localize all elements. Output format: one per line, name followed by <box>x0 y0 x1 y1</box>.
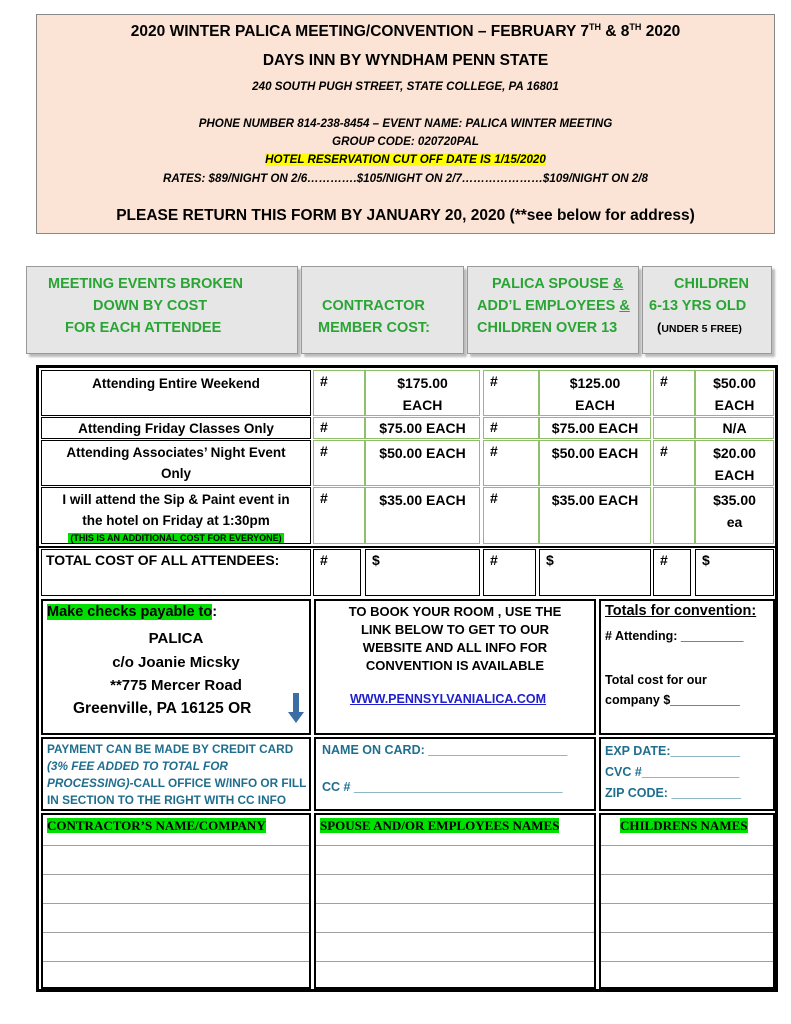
payment-line: -CALL OFFICE W/INFO OR FILL <box>129 776 307 790</box>
event-title: 2020 WINTER PALICA MEETING/CONVENTION – FEBRUARY 7TH & 8TH 2020 <box>130 21 681 40</box>
attending-field[interactable]: # Attending: _________ <box>605 629 744 643</box>
payment-line: PAYMENT CAN BE MADE BY CREDIT CARD <box>47 742 294 756</box>
event-header-box <box>36 14 775 234</box>
payment-line: PROCESSING) <box>47 776 130 790</box>
name-entry-line[interactable] <box>43 845 309 846</box>
payment-line: (3% FEE ADDED TO TOTAL FOR <box>47 759 228 773</box>
zip-code-field[interactable]: ZIP CODE: __________ <box>605 786 741 800</box>
children-price: $20.00 EACH <box>695 440 774 486</box>
name-entry-line[interactable] <box>316 903 594 904</box>
payee-line: PALICA <box>148 630 204 647</box>
children-header-line: 6-13 YRS OLD <box>649 298 747 314</box>
booking-info-box <box>314 599 596 735</box>
contractor-price: $175.00 EACH <box>365 370 480 416</box>
spouse-names-column <box>314 813 596 989</box>
children-price: $35.00 ea <box>695 487 774 544</box>
children-total-count[interactable]: # <box>653 549 691 596</box>
children-header <box>642 266 772 354</box>
payee-line: **775 Mercer Road <box>110 677 242 694</box>
contractor-header-line: MEMBER COST: <box>318 320 430 336</box>
contractor-total-amount[interactable]: $ <box>365 549 480 596</box>
spouse-names-heading: SPOUSE AND/OR EMPLOYEES NAMES <box>320 818 560 833</box>
card-details-box <box>314 737 596 811</box>
contractor-price: $75.00 EACH <box>365 417 480 439</box>
spouse-price: $75.00 EACH <box>539 417 651 439</box>
booking-line: CONVENTION IS AVAILABLE <box>365 658 545 673</box>
spouse-header-line: PALICA SPOUSE & <box>492 276 624 292</box>
children-price: N/A <box>695 417 774 439</box>
cvc-field[interactable]: CVC #______________ <box>605 765 740 779</box>
children-header-note: (UNDER 5 FREE) <box>657 320 742 335</box>
children-names-heading: CHILDRENS NAMES <box>620 818 748 833</box>
spouse-price: $125.00 EACH <box>539 370 651 416</box>
card-extra-box <box>599 737 775 811</box>
cutoff-highlight: HOTEL RESERVATION CUT OFF DATE IS 1/15/2020 <box>265 153 546 166</box>
checks-payable-heading: Make checks payable to <box>47 604 213 620</box>
spouse-count-field[interactable]: # <box>483 417 539 439</box>
children-total-amount[interactable]: $ <box>695 549 774 596</box>
name-entry-line[interactable] <box>601 932 773 933</box>
phone-line: PHONE NUMBER 814-238-8454 – EVENT NAME: PALICA WINTER MEETING <box>198 117 613 130</box>
events-header <box>26 266 298 354</box>
spouse-header <box>467 266 639 354</box>
spouse-header-line: CHILDREN OVER 13 <box>477 320 618 336</box>
total-cost-caption: Total cost for our <box>605 673 707 687</box>
contractor-header-line: CONTRACTOR <box>322 298 425 314</box>
hotel-address: 240 SOUTH PUGH STREET, STATE COLLEGE, PA 16801 <box>252 80 559 93</box>
name-entry-line[interactable] <box>43 961 309 962</box>
children-names-column <box>599 813 775 989</box>
contractor-price: $35.00 EACH <box>365 487 480 544</box>
name-entry-line[interactable] <box>43 903 309 904</box>
additional-cost-note: (THIS IS AN ADDITIONAL COST FOR EVERYONE) <box>70 533 282 543</box>
total-cost-label: TOTAL COST OF ALL ATTENDEES: <box>41 549 311 596</box>
group-code: GROUP CODE: 020720PAL <box>332 135 479 148</box>
rates-line: RATES: $89/NIGHT ON 2/6………….$105/NIGHT ON 2/7…………………$109/NIGHT ON 2/8 <box>163 172 648 185</box>
convention-totals-heading: Totals for convention: <box>605 603 757 619</box>
event-row-label: Attending Entire Weekend <box>41 370 311 416</box>
spouse-total-amount[interactable]: $ <box>539 549 651 596</box>
contractor-count-field[interactable]: # <box>313 370 365 416</box>
name-on-card-field[interactable]: NAME ON CARD: ____________________ <box>322 743 568 757</box>
contractor-count-field[interactable]: # <box>313 440 365 486</box>
spouse-count-field[interactable]: # <box>483 487 539 544</box>
name-entry-line[interactable] <box>316 874 594 875</box>
event-row-label: Attending Associates’ Night Event Only <box>41 440 311 486</box>
name-entry-line[interactable] <box>316 845 594 846</box>
name-entry-line[interactable] <box>43 932 309 933</box>
contractor-price: $50.00 EACH <box>365 440 480 486</box>
children-count-field <box>653 487 695 544</box>
events-header-line: DOWN BY COST <box>93 298 208 314</box>
spouse-count-field[interactable]: # <box>483 370 539 416</box>
hotel-name: DAYS INN BY WYNDHAM PENN STATE <box>262 52 549 69</box>
children-header-line: CHILDREN <box>674 276 749 292</box>
contractor-count-field[interactable]: # <box>313 417 365 439</box>
name-entry-line[interactable] <box>601 903 773 904</box>
event-row-label: Attending Friday Classes Only <box>41 417 311 439</box>
contractor-total-count[interactable]: # <box>313 549 361 596</box>
contractor-names-heading: CONTRACTOR’S NAME/COMPANY <box>47 818 266 833</box>
spouse-total-count[interactable]: # <box>483 549 536 596</box>
payment-line: IN SECTION TO THE RIGHT WITH CC INFO <box>47 793 286 807</box>
card-number-field[interactable]: CC # ______________________________ <box>322 780 563 794</box>
payee-city-line: Greenville, PA 16125 OR <box>73 700 252 717</box>
credit-card-instructions <box>41 737 311 811</box>
booking-line: TO BOOK YOUR ROOM , USE THE <box>348 604 562 619</box>
booking-line: WEBSITE AND ALL INFO FOR <box>362 640 548 655</box>
spouse-count-field[interactable]: # <box>483 440 539 486</box>
name-entry-line[interactable] <box>316 961 594 962</box>
arrow-down-icon <box>287 692 305 724</box>
spouse-price: $35.00 EACH <box>539 487 651 544</box>
contractor-header <box>301 266 464 354</box>
children-count-field <box>653 417 695 439</box>
exp-date-field[interactable]: EXP DATE:__________ <box>605 744 741 758</box>
name-entry-line[interactable] <box>601 874 773 875</box>
children-count-field[interactable]: # <box>653 440 695 486</box>
company-total-field[interactable]: company $__________ <box>605 693 740 707</box>
contractor-count-field[interactable]: # <box>313 487 365 544</box>
contractor-names-column <box>41 813 311 989</box>
name-entry-line[interactable] <box>316 932 594 933</box>
name-entry-line[interactable] <box>43 874 309 875</box>
children-price: $50.00 EACH <box>695 370 774 416</box>
payee-line: c/o Joanie Micsky <box>112 653 240 671</box>
events-header-line: FOR EACH ATTENDEE <box>65 320 222 336</box>
spouse-header-line: ADD’L EMPLOYEES & <box>477 298 630 314</box>
name-entry-line[interactable] <box>601 961 773 962</box>
checks-payable-box <box>41 599 311 735</box>
cutoff-line <box>37 153 774 166</box>
events-header-line: MEETING EVENTS BROKEN <box>48 276 243 292</box>
association-website-link[interactable]: WWW.PENNSYLVANIALICA.COM <box>350 692 547 706</box>
children-count-field[interactable]: # <box>653 370 695 416</box>
name-entry-line[interactable] <box>601 845 773 846</box>
checks-colon: : <box>212 604 218 620</box>
booking-line: LINK BELOW TO GET TO OUR <box>360 622 550 637</box>
event-row-label: I will attend the Sip & Paint event in the hotel on Friday at 1:30pm (THIS IS AN ADDITIONAL COST FOR EVERYONE) <box>41 487 311 544</box>
return-deadline: PLEASE RETURN THIS FORM BY JANUARY 20, 2020 (**see below for address) <box>116 207 695 224</box>
convention-totals-box <box>599 599 775 735</box>
spouse-price: $50.00 EACH <box>539 440 651 486</box>
